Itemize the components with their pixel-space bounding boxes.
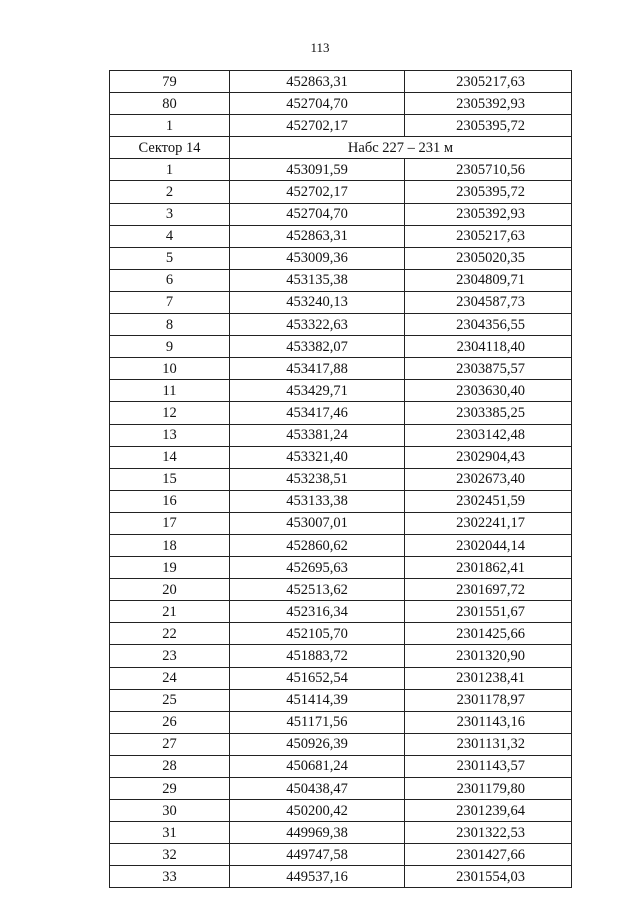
x-coordinate-cell: 450926,39	[230, 733, 405, 755]
x-coordinate-cell: 452704,70	[230, 93, 405, 115]
y-coordinate-cell: 2301238,41	[405, 667, 572, 689]
point-number-cell: 7	[110, 291, 230, 313]
sector-depth-range: Набс 227 – 231 м	[230, 137, 572, 159]
table-row	[110, 203, 572, 225]
y-coordinate-cell: 2301554,03	[405, 866, 572, 888]
point-number-cell: 2	[110, 181, 230, 203]
y-coordinate-cell: 2305710,56	[405, 159, 572, 181]
table-row	[110, 314, 572, 336]
y-coordinate-cell: 2303875,57	[405, 358, 572, 380]
table-row	[110, 778, 572, 800]
table-row	[110, 446, 572, 468]
x-coordinate-cell: 450438,47	[230, 778, 405, 800]
y-coordinate-cell: 2305217,63	[405, 225, 572, 247]
x-coordinate-cell: 451652,54	[230, 667, 405, 689]
y-coordinate-cell: 2302673,40	[405, 468, 572, 490]
table-row	[110, 866, 572, 888]
y-coordinate-cell: 2301322,53	[405, 822, 572, 844]
x-coordinate-cell: 453238,51	[230, 468, 405, 490]
x-coordinate-cell: 452316,34	[230, 601, 405, 623]
y-coordinate-cell: 2303385,25	[405, 402, 572, 424]
y-coordinate-cell: 2301320,90	[405, 645, 572, 667]
table-row	[110, 115, 572, 137]
x-coordinate-cell: 449537,16	[230, 866, 405, 888]
table-row	[110, 269, 572, 291]
point-number-cell: 10	[110, 358, 230, 380]
y-coordinate-cell: 2302044,14	[405, 534, 572, 556]
point-number-cell: 21	[110, 601, 230, 623]
x-coordinate-cell: 453135,38	[230, 269, 405, 291]
table-row	[110, 844, 572, 866]
y-coordinate-cell: 2301427,66	[405, 844, 572, 866]
x-coordinate-cell: 453321,40	[230, 446, 405, 468]
y-coordinate-cell: 2301179,80	[405, 778, 572, 800]
x-coordinate-cell: 451171,56	[230, 711, 405, 733]
point-number-cell: 31	[110, 822, 230, 844]
y-coordinate-cell: 2305395,72	[405, 181, 572, 203]
y-coordinate-cell: 2302241,17	[405, 512, 572, 534]
y-coordinate-cell: 2301697,72	[405, 579, 572, 601]
point-number-cell: 28	[110, 755, 230, 777]
point-number-cell: 14	[110, 446, 230, 468]
table-row	[110, 601, 572, 623]
table-row	[110, 822, 572, 844]
sector-label: Сектор 14	[110, 137, 230, 159]
coordinates-table-body	[110, 71, 572, 888]
point-number-cell: 32	[110, 844, 230, 866]
table-row	[110, 159, 572, 181]
point-number-cell: 29	[110, 778, 230, 800]
table-row	[110, 225, 572, 247]
point-number-cell: 27	[110, 733, 230, 755]
y-coordinate-cell: 2301178,97	[405, 689, 572, 711]
point-number-cell: 33	[110, 866, 230, 888]
point-number-cell: 17	[110, 512, 230, 534]
table-row	[110, 755, 572, 777]
point-number-cell: 22	[110, 623, 230, 645]
x-coordinate-cell: 452704,70	[230, 203, 405, 225]
y-coordinate-cell: 2301862,41	[405, 557, 572, 579]
x-coordinate-cell: 452863,31	[230, 71, 405, 93]
y-coordinate-cell: 2301131,32	[405, 733, 572, 755]
point-number-cell: 18	[110, 534, 230, 556]
y-coordinate-cell: 2301143,16	[405, 711, 572, 733]
point-number-cell: 4	[110, 225, 230, 247]
point-number-cell: 16	[110, 490, 230, 512]
point-number-cell: 23	[110, 645, 230, 667]
table-row	[110, 247, 572, 269]
table-row	[110, 358, 572, 380]
y-coordinate-cell: 2304809,71	[405, 269, 572, 291]
table-row	[110, 711, 572, 733]
x-coordinate-cell: 453009,36	[230, 247, 405, 269]
y-coordinate-cell: 2303142,48	[405, 424, 572, 446]
x-coordinate-cell: 453133,38	[230, 490, 405, 512]
point-number-cell: 6	[110, 269, 230, 291]
x-coordinate-cell: 452105,70	[230, 623, 405, 645]
x-coordinate-cell: 451414,39	[230, 689, 405, 711]
y-coordinate-cell: 2301239,64	[405, 800, 572, 822]
coordinates-table	[109, 70, 572, 888]
x-coordinate-cell: 452513,62	[230, 579, 405, 601]
point-number-cell: 1	[110, 159, 230, 181]
point-number-cell: 5	[110, 247, 230, 269]
y-coordinate-cell: 2301551,67	[405, 601, 572, 623]
x-coordinate-cell: 449747,58	[230, 844, 405, 866]
table-row	[110, 800, 572, 822]
y-coordinate-cell: 2305020,35	[405, 247, 572, 269]
x-coordinate-cell: 450200,42	[230, 800, 405, 822]
x-coordinate-cell: 450681,24	[230, 755, 405, 777]
x-coordinate-cell: 452702,17	[230, 115, 405, 137]
y-coordinate-cell: 2305392,93	[405, 93, 572, 115]
x-coordinate-cell: 452702,17	[230, 181, 405, 203]
table-row	[110, 512, 572, 534]
table-row	[110, 402, 572, 424]
sector-header-row	[110, 137, 572, 159]
y-coordinate-cell: 2302451,59	[405, 490, 572, 512]
x-coordinate-cell: 453322,63	[230, 314, 405, 336]
x-coordinate-cell: 453381,24	[230, 424, 405, 446]
y-coordinate-cell: 2304587,73	[405, 291, 572, 313]
table-row	[110, 733, 572, 755]
point-number-cell: 20	[110, 579, 230, 601]
page-number: 113	[310, 40, 330, 55]
table-row	[110, 557, 572, 579]
x-coordinate-cell: 453417,88	[230, 358, 405, 380]
x-coordinate-cell: 449969,38	[230, 822, 405, 844]
table-row	[110, 380, 572, 402]
y-coordinate-cell: 2303630,40	[405, 380, 572, 402]
point-number-cell: 13	[110, 424, 230, 446]
point-number-cell: 25	[110, 689, 230, 711]
point-number-cell: 80	[110, 93, 230, 115]
x-coordinate-cell: 452863,31	[230, 225, 405, 247]
x-coordinate-cell: 451883,72	[230, 645, 405, 667]
table-row	[110, 645, 572, 667]
table-row	[110, 579, 572, 601]
table-row	[110, 667, 572, 689]
x-coordinate-cell: 453382,07	[230, 336, 405, 358]
table-row	[110, 534, 572, 556]
y-coordinate-cell: 2304118,40	[405, 336, 572, 358]
x-coordinate-cell: 453091,59	[230, 159, 405, 181]
x-coordinate-cell: 453240,13	[230, 291, 405, 313]
x-coordinate-cell: 452860,62	[230, 534, 405, 556]
x-coordinate-cell: 452695,63	[230, 557, 405, 579]
table-row	[110, 623, 572, 645]
point-number-cell: 9	[110, 336, 230, 358]
y-coordinate-cell: 2301425,66	[405, 623, 572, 645]
table-row	[110, 468, 572, 490]
point-number-cell: 3	[110, 203, 230, 225]
y-coordinate-cell: 2305217,63	[405, 71, 572, 93]
point-number-cell: 12	[110, 402, 230, 424]
table-row	[110, 291, 572, 313]
point-number-cell: 15	[110, 468, 230, 490]
point-number-cell: 30	[110, 800, 230, 822]
x-coordinate-cell: 453007,01	[230, 512, 405, 534]
point-number-cell: 19	[110, 557, 230, 579]
y-coordinate-cell: 2302904,43	[405, 446, 572, 468]
y-coordinate-cell: 2305395,72	[405, 115, 572, 137]
table-row	[110, 71, 572, 93]
table-row	[110, 93, 572, 115]
point-number-cell: 79	[110, 71, 230, 93]
table-row	[110, 689, 572, 711]
point-number-cell: 26	[110, 711, 230, 733]
y-coordinate-cell: 2305392,93	[405, 203, 572, 225]
y-coordinate-cell: 2301143,57	[405, 755, 572, 777]
x-coordinate-cell: 453417,46	[230, 402, 405, 424]
point-number-cell: 11	[110, 380, 230, 402]
table-row	[110, 181, 572, 203]
point-number-cell: 8	[110, 314, 230, 336]
table-row	[110, 490, 572, 512]
point-number-cell: 1	[110, 115, 230, 137]
coordinates-table-container	[109, 70, 571, 888]
x-coordinate-cell: 453429,71	[230, 380, 405, 402]
table-row	[110, 424, 572, 446]
table-row	[110, 336, 572, 358]
y-coordinate-cell: 2304356,55	[405, 314, 572, 336]
point-number-cell: 24	[110, 667, 230, 689]
